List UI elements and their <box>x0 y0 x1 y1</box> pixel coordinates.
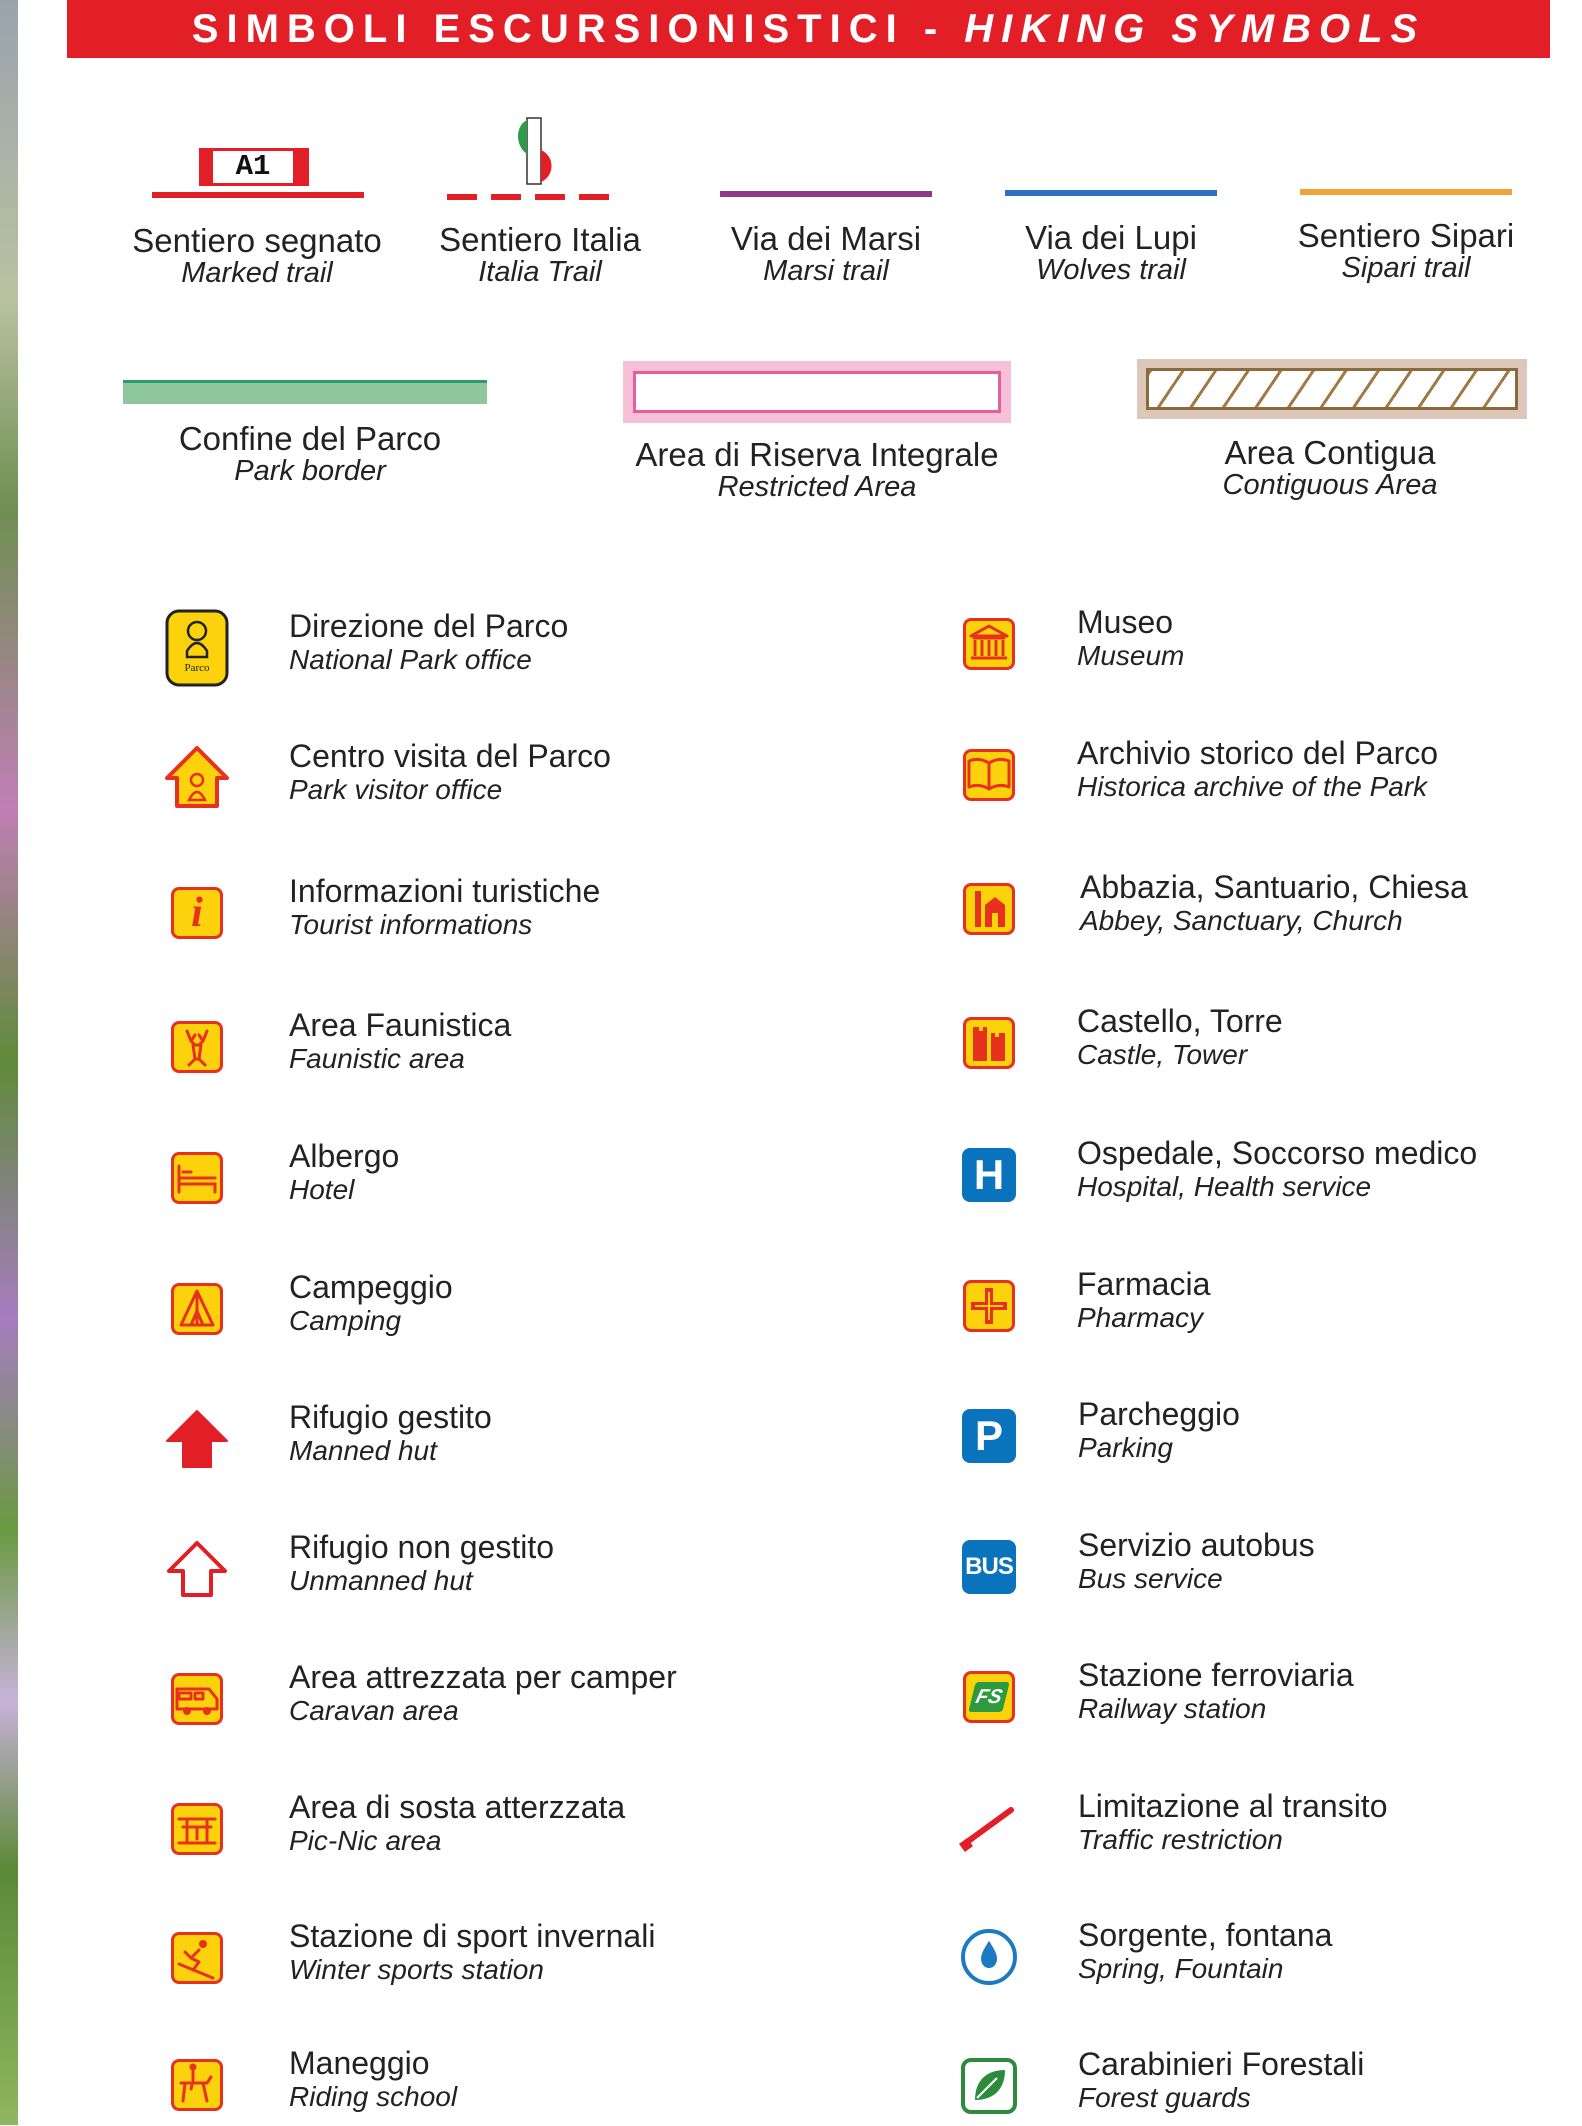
legend-item-unmanned-hut <box>197 1529 757 1609</box>
item-sub: Railway station <box>1078 1693 1267 1724</box>
lupi-trail-line <box>1005 190 1217 196</box>
item-sub: Unmanned hut <box>289 1565 473 1596</box>
item-name: Campeggio <box>289 1269 453 1305</box>
legend-item-museum <box>989 604 1549 684</box>
area-label-border <box>150 422 470 486</box>
item-sub: Riding school <box>289 2081 458 2112</box>
trail-label-lupi <box>971 221 1251 285</box>
item-sub: National Park office <box>289 644 532 675</box>
park-border-line <box>123 380 487 404</box>
item-name: Castello, Torre <box>1077 1003 1283 1039</box>
item-name: Stazione ferroviaria <box>1078 1657 1354 1693</box>
camper-icon <box>165 1667 229 1731</box>
item-name: Museo <box>1077 604 1174 640</box>
item-name: Limitazione al transito <box>1078 1788 1388 1824</box>
area-name: Area Contigua <box>1224 434 1436 471</box>
trail-sub: Wolves trail <box>1036 254 1186 286</box>
legend-item-bus <box>965 1527 1549 1607</box>
item-sub: Winter sports station <box>289 1954 544 1985</box>
item-sub: Traffic restriction <box>1078 1824 1283 1855</box>
item-name: Ospedale, Soccorso medico <box>1077 1135 1478 1171</box>
hospital-icon <box>957 1143 1021 1207</box>
legend-item-visitor-office <box>197 738 757 818</box>
item-sub: Bus service <box>1078 1563 1223 1594</box>
area-sub: Park border <box>234 455 386 487</box>
item-name: Farmacia <box>1077 1266 1211 1302</box>
legend-item-traffic <box>989 1788 1549 1868</box>
trail-sub: Marsi trail <box>763 255 889 287</box>
legend-item-manned-hut <box>197 1399 757 1479</box>
hospital-label: H <box>962 1148 1016 1202</box>
area-sub: Restricted Area <box>717 471 917 503</box>
tent-icon <box>165 1277 229 1341</box>
area-name: Area di Riserva Integrale <box>635 436 999 473</box>
legend-item-railway <box>973 1657 1549 1737</box>
item-name: Carabinieri Forestali <box>1078 2046 1365 2082</box>
legend-item-archive <box>989 735 1549 815</box>
item-sub: Pharmacy <box>1077 1302 1204 1333</box>
bed-icon <box>165 1146 229 1210</box>
railway-icon <box>957 1665 1021 1729</box>
marked-trail-line <box>152 192 364 198</box>
trail-label-italia <box>400 223 680 287</box>
restricted-area-symbol <box>623 361 1011 423</box>
item-sub: Camping <box>289 1305 402 1336</box>
bus-label: BUS <box>962 1540 1016 1594</box>
item-name: Centro visita del Parco <box>289 738 611 774</box>
bus-icon <box>957 1535 1021 1599</box>
sipari-trail-line <box>1300 189 1512 195</box>
item-sub: Tourist informations <box>289 909 533 940</box>
area-name: Confine del Parco <box>178 420 442 457</box>
item-sub: Hotel <box>289 1174 355 1205</box>
marked-trail-symbol <box>152 148 364 198</box>
trail-label-marsi <box>686 222 966 286</box>
marsi-trail-line <box>720 191 932 197</box>
area-sub: Contiguous Area <box>1222 469 1438 501</box>
unmanned-hut-icon <box>165 1537 229 1601</box>
museum-icon <box>957 612 1021 676</box>
legend-item-faunistic <box>197 1007 757 1087</box>
page-header <box>67 0 1550 58</box>
picnic-table-icon <box>165 1797 229 1861</box>
svg-text:Parco: Parco <box>184 662 210 674</box>
item-sub: Manned hut <box>289 1435 437 1466</box>
trail-name: Via dei Lupi <box>1025 219 1197 256</box>
item-name: Rifugio gestito <box>289 1399 492 1435</box>
trail-name: Via dei Marsi <box>730 220 922 257</box>
legend-item-park-office <box>184 608 757 688</box>
legend-item-parking <box>974 1396 1549 1476</box>
italia-dash-2 <box>491 194 521 200</box>
leaf-icon <box>957 2054 1021 2118</box>
book-icon <box>957 743 1021 807</box>
item-sub: Pic-Nic area <box>289 1825 442 1856</box>
legend-item-pharmacy <box>989 1266 1549 1346</box>
item-sub: Historica archive of the Park <box>1077 771 1428 802</box>
item-name: Area di sosta atterzzata <box>289 1789 626 1825</box>
deer-icon <box>165 1015 229 1079</box>
area-label-contiguous <box>1170 436 1490 500</box>
trail-sub: Italia Trail <box>478 256 602 288</box>
header-title-en: HIKING SYMBOLS <box>964 6 1426 51</box>
trail-label-sipari <box>1256 219 1556 283</box>
photo-strip <box>0 0 18 2125</box>
trail-name: Sentiero Sipari <box>1297 217 1515 254</box>
parking-label: P <box>962 1409 1016 1463</box>
item-sub: Spring, Fountain <box>1078 1953 1284 1984</box>
item-name: Rifugio non gestito <box>289 1529 555 1565</box>
item-name: Archivio storico del Parco <box>1077 735 1439 771</box>
item-sub: Park visitor office <box>289 774 503 805</box>
item-name: Maneggio <box>289 2045 430 2081</box>
visitor-center-icon <box>165 746 229 810</box>
header-title-it: SIMBOLI ESCURSIONISTICI <box>191 6 905 51</box>
legend-item-tourist-info <box>191 873 757 953</box>
item-sub: Castle, Tower <box>1077 1039 1248 1070</box>
trail-name: Sentiero segnato <box>132 222 382 259</box>
italia-trail-symbol <box>447 118 637 200</box>
header-separator: - <box>904 6 965 51</box>
legend-item-camping <box>197 1269 757 1349</box>
item-name: Informazioni turistiche <box>289 873 601 909</box>
legend-item-forest-guards <box>989 2046 1549 2126</box>
italia-dash-4 <box>579 194 609 200</box>
legend-item-riding <box>197 2045 757 2125</box>
parking-icon <box>957 1404 1021 1468</box>
legend-item-castle <box>989 1003 1549 1083</box>
legend-item-picnic <box>197 1789 757 1869</box>
italia-flag-icon <box>515 118 575 188</box>
trail-name: Sentiero Italia <box>439 221 641 258</box>
pharmacy-cross-icon <box>957 1274 1021 1338</box>
area-label-restricted <box>617 438 1017 502</box>
item-sub: Hospital, Health service <box>1077 1171 1372 1202</box>
trail-sub: Sipari trail <box>1341 252 1471 284</box>
item-name: Area attrezzata per camper <box>289 1659 677 1695</box>
legend-item-church <box>989 869 1549 949</box>
legend-item-hotel <box>197 1138 757 1218</box>
item-name: Direzione del Parco <box>289 608 569 644</box>
italia-dash-1 <box>447 194 477 200</box>
trail-label-marked <box>117 224 397 288</box>
item-sub: Museum <box>1077 640 1185 671</box>
item-name: Servizio autobus <box>1078 1527 1315 1563</box>
item-name: Stazione di sport invernali <box>289 1918 656 1954</box>
info-icon: i <box>165 881 229 945</box>
railway-label: FS <box>968 1682 1009 1712</box>
legend-item-winter-sports <box>197 1918 757 1998</box>
legend-item-caravan <box>197 1659 757 1739</box>
marked-trail-badge <box>199 148 309 186</box>
legend-item-hospital <box>973 1135 1549 1215</box>
item-name: Albergo <box>289 1138 400 1174</box>
item-sub: Caravan area <box>289 1695 459 1726</box>
contiguous-area-symbol <box>1137 359 1527 419</box>
horse-rider-icon <box>165 2053 229 2117</box>
barrier-icon <box>957 1796 1021 1860</box>
item-sub: Forest guards <box>1078 2082 1251 2113</box>
trail-sub: Marked trail <box>181 257 333 289</box>
item-name: Parcheggio <box>1078 1396 1240 1432</box>
item-name: Sorgente, fontana <box>1078 1917 1333 1953</box>
item-sub: Faunistic area <box>289 1043 465 1074</box>
legend-item-spring <box>989 1917 1549 1997</box>
item-sub: Parking <box>1078 1432 1173 1463</box>
item-name: Area Faunistica <box>289 1007 512 1043</box>
water-drop-icon <box>957 1925 1021 1989</box>
castle-icon <box>957 1011 1021 1075</box>
church-icon <box>957 877 1021 941</box>
item-sub: Abbey, Sanctuary, Church <box>1080 905 1403 936</box>
manned-hut-icon <box>165 1407 229 1471</box>
park-logo-icon <box>165 616 229 680</box>
italia-dash-3 <box>535 194 565 200</box>
skier-icon <box>165 1926 229 1990</box>
marked-trail-code: A1 <box>213 151 293 183</box>
item-name: Abbazia, Santuario, Chiesa <box>1080 869 1468 905</box>
